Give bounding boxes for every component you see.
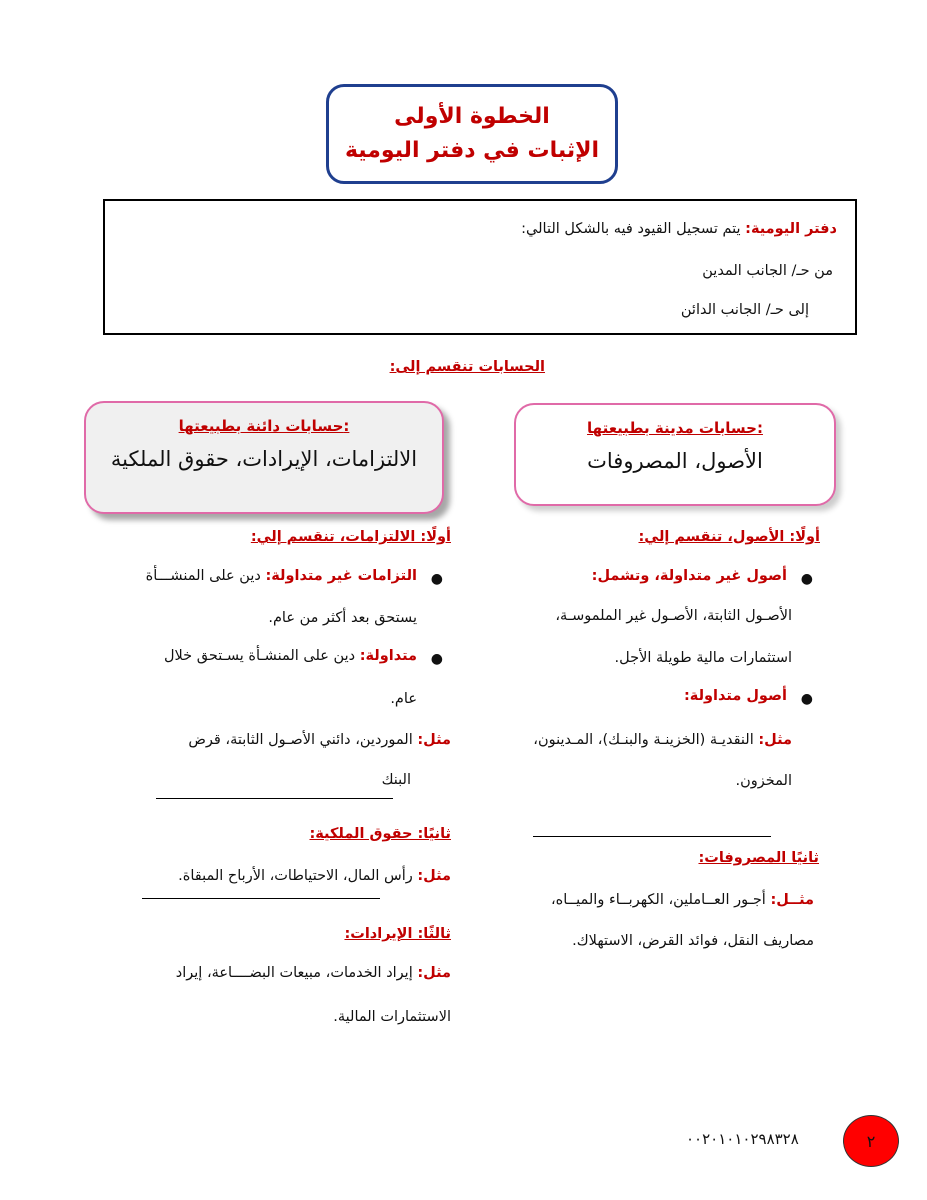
- expenses-line2: مصاريف النقل، فوائد القرض، الاستهلاك.: [572, 933, 814, 949]
- example-label: مثــل:: [770, 892, 814, 908]
- debit-accounts-box: [514, 403, 836, 506]
- journal-label: دفتر اليومية:: [745, 221, 837, 237]
- current-liabilities-line2: عام.: [390, 691, 417, 707]
- title-line-2: الإثبات في دفتر اليومية: [344, 138, 600, 163]
- journal-box: [103, 199, 857, 335]
- noncurrent-liabilities-line2: يستحق بعد أكثر من عام.: [268, 610, 417, 626]
- noncurrent-assets-line2: استثمارات مالية طويلة الأجل.: [614, 650, 792, 666]
- journal-debit-line: من حـ/ الجانب المدين: [702, 263, 833, 279]
- revenues-example-text: إيراد الخدمات، مبيعات البضــــاعة، إيراد: [175, 965, 418, 981]
- assets-heading: أولًا: الأصول، تنقسم إلي:: [638, 529, 820, 545]
- noncurrent-assets-line1: الأصـول الثابتة، الأصـول غير الملموسـة،: [555, 608, 792, 624]
- example-label: مثل:: [417, 732, 451, 748]
- journal-credit-line: إلى حـ/ الجانب الدائن: [680, 302, 809, 318]
- noncurrent-liabilities: [146, 568, 417, 584]
- liabilities-example-text: الموردين، دائني الأصـول الثابتة، قرض: [188, 732, 418, 748]
- debit-box-body: الأصول، المصروفات: [587, 449, 763, 473]
- noncurrent-assets-label: أصول غير متداولة، وتشمل:: [591, 568, 787, 584]
- expenses-text: أجـور العــاملين، الكهربــاء والميــاه،: [550, 892, 771, 908]
- equity-heading: ثانيًا: حقوق الملكية:: [309, 826, 451, 842]
- divider: [142, 898, 380, 899]
- current-assets-example: [533, 732, 792, 748]
- current-liabilities: [164, 648, 417, 664]
- noncurrent-liabilities-text: دين على المنشـــأة: [145, 568, 266, 584]
- expenses-heading: ثانيًا المصروفات:: [698, 850, 819, 866]
- equity-example: [178, 868, 451, 884]
- example-label: مثل:: [758, 732, 792, 748]
- current-liabilities-label: متداولة:: [359, 648, 417, 664]
- expenses-line1: [551, 892, 814, 908]
- page-number: ٢: [866, 1131, 876, 1151]
- credit-box-body: الالتزامات، الإيرادات، حقوق الملكية: [110, 447, 418, 471]
- example-label: مثل:: [417, 868, 451, 884]
- credit-accounts-box: [84, 401, 444, 514]
- liabilities-example-line2: البنك: [381, 772, 411, 788]
- revenues-example: [176, 965, 451, 981]
- accounts-heading: الحسابات تنقسم إلى:: [389, 359, 545, 375]
- title-line-1: الخطوة الأولى: [394, 104, 550, 129]
- divider: [533, 836, 771, 837]
- current-assets-example-text: النقديـة (الخزينـة والبنـك)، المـدينون،: [533, 732, 759, 748]
- bullet-icon: ●: [800, 571, 813, 587]
- divider: [156, 798, 393, 799]
- debit-box-heading: حسابات مدينة بطبيعتها:: [587, 419, 763, 437]
- credit-box-heading: حسابات دائنة بطبيعتها:: [178, 417, 350, 435]
- bullet-icon: ●: [430, 651, 443, 667]
- liabilities-heading: أولًا: الالتزامات، تنقسم إلي:: [250, 529, 451, 545]
- liabilities-example: [188, 732, 451, 748]
- current-liabilities-text: دين على المنشـأة يسـتحق خلال: [163, 648, 360, 664]
- example-label: مثل:: [417, 965, 451, 981]
- revenues-heading: ثالثًا: الإيرادات:: [344, 926, 451, 942]
- title-box: [326, 84, 618, 184]
- current-assets-label: أصول متداولة:: [684, 688, 787, 704]
- revenues-example-line2: الاستثمارات المالية.: [333, 1009, 451, 1025]
- current-assets-example-line2: المخزون.: [735, 773, 792, 789]
- page-number-badge: [843, 1115, 899, 1167]
- bullet-icon: ●: [800, 691, 813, 707]
- noncurrent-liabilities-label: التزامات غير متداولة:: [265, 568, 417, 584]
- bullet-icon: ●: [430, 571, 443, 587]
- equity-example-text: رأس المال، الاحتياطات، الأرباح المبقاة.: [178, 868, 418, 884]
- journal-definition: [521, 221, 837, 237]
- phone-number: ٠٠٢٠١٠١٠٢٩٨٣٢٨: [686, 1130, 799, 1148]
- journal-text: يتم تسجيل القيود فيه بالشكل التالي:: [521, 221, 746, 237]
